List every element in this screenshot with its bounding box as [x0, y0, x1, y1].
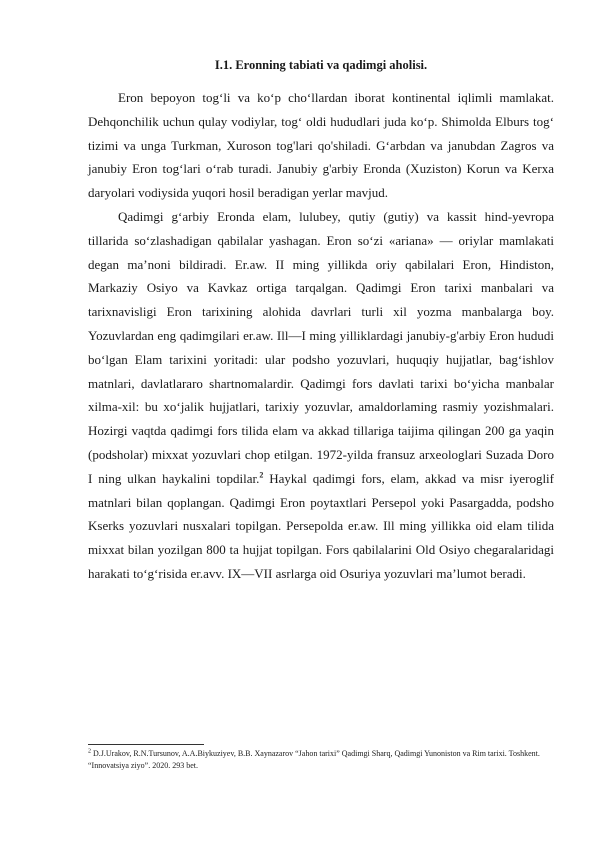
footnote-divider — [88, 744, 204, 745]
paragraph-2-part-1: Qadimgi g‘arbiy Eronda elam, lulubey, qutiy (gutiy) va kassit hind-yevropa tillarida so‘zlashadigan qabilalar yashagan. Eron so‘zi «ariana» — oriylar mamlakati degan ma’noni bildiradi. Er.aw. II ming yillikda oriy qabilalari Eron, Hindiston, Markaziy Osiyo va Kavkaz ortiga tarqalgan. Qadimgi Eron tarixi manbalari va tarixnavisligi Eron tarixining alohida davrlari turli xil yozma manbalarga boy. Yozuvlardan eng qadimgilari er.aw. Ill—I ming yilliklardagi janubiy-g'arbiy Eron hududi bo‘lgan Elam tarixini yoritadi: ular podsho yozuvlari, huquqiy hujjatlar, bag‘ishlov matnlari, davlatlararo shartnomalardir. Qadimgi fors davlati tarixi bo‘yicha manbalar xilma-xil: bu xo‘jalik hujjatlari, tarixiy yozuvlar, amaldorlaming rasmiy yozishmalari. Hozirgi vaqtda qadimgi fors tilida elam va akkad tillariga taijima qilingan 200 ga yaqin (podsholar) mixxat yozuvlari chop etilgan. 1972-yilda fransuz arxeologlari Suzada Doro I ning ulkan haykalini topdilar. — [88, 208, 554, 486]
body-text — [88, 86, 554, 586]
paragraph-2 — [88, 205, 554, 586]
paragraph-1: Eron bepoyon tog‘li va ko‘p cho‘llardan iborat kontinental iqlimli mamlakat. Dehqonchilik uchun qulay vodiylar, tog‘ oldi hududlari juda ko‘p. Shimolda Elburs tog‘ tizimi va unga Turkman, Xuroson tog'lari qo'shiladi. G‘arbdan va janubdan Zagros va janubiy Eron tog‘lari o‘rab turadi. Janubiy g'arbiy Eronda (Xuziston) Korun va Kerxa daryolari vodiysida yuqori hosil beradigan yerlar mavjud. — [88, 90, 554, 201]
section-heading: I.1. Eronning tabiati va qadimgi aholisi. — [214, 58, 428, 72]
footnote — [88, 748, 554, 771]
footnote-text: D.J.Urakov, R.N.Tursunov, A.A.Biykuziyev, B.B. Xaynazarov “Jahon tarixi” Qadimgi Sharq, Qadimgi Yunoniston va Rim tarixi. Toshkent. “Innovatsiya ziyo”. 2020. 293 bet. — [88, 749, 540, 770]
paragraph-2-part-2: Haykal qadimgi fors, elam, akkad va misr iyeroglif matnlari bilan qoplangan. Qadimgi Eron poytaxtlari Persepol yoki Pasargadda, podsho Kserks yozuvlari nusxalari topilgan. Persepolda er.aw. Ill ming yillikka oid elam tilida mixxat bilan yozilgan 800 ta hujjat topilgan. Fors qabilalarini Old Osiyo chegaralaridagi harakati to‘g‘risida er.avv. IX—VII asrlarga oid Osuriya yozuvlari ma’lumot beradi. — [88, 470, 554, 581]
footnote-reference[interactable]: 2 — [259, 470, 264, 480]
footnote-number: 2 — [88, 748, 91, 755]
